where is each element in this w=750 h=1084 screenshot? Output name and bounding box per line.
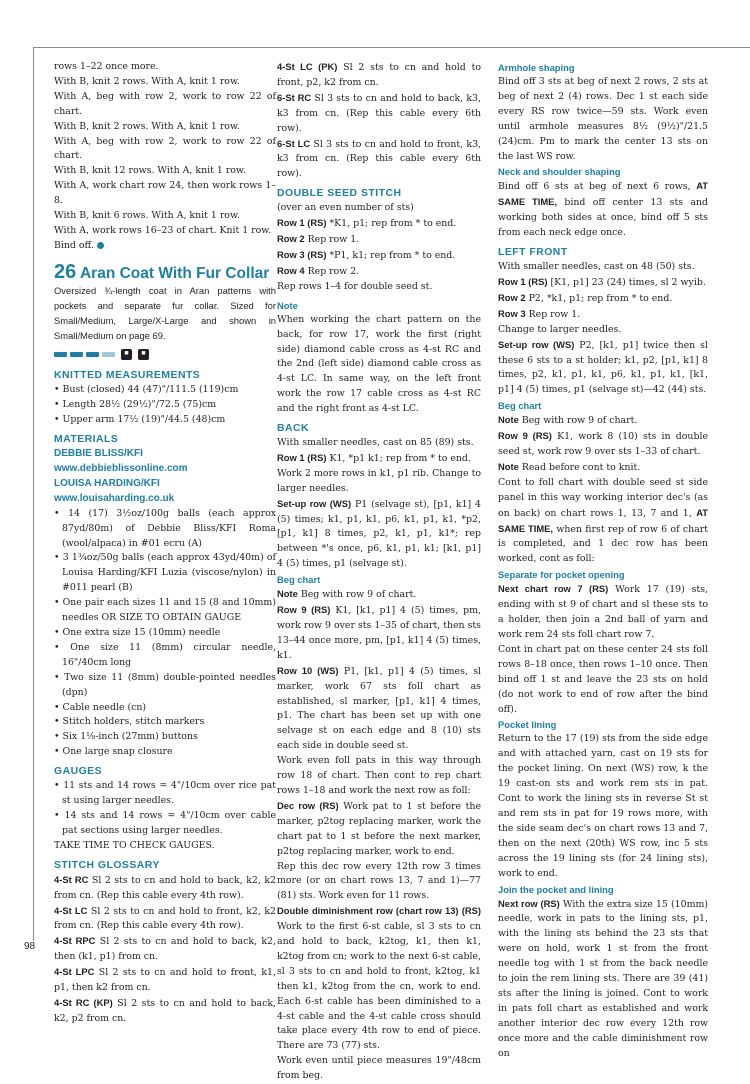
- pattern-row: Row 9 (RS) K1, work 8 (10) sts in double seed st, work row 9 over sts 1–33 of chart.: [498, 430, 708, 458]
- note-text: When working the chart pattern on the back, for row 17, work the first (right side) diamond cable cross as 4-st RC and the 2nd (left side) diamond cable cross as 4-st LC. In same way, on the left front work the row 17 cable cross as 4-st RC and the right front as 4-st LC.: [277, 313, 481, 415]
- supplier-name: DEBBIE BLISS/KFI: [54, 448, 143, 460]
- stitch-glossary-heading: STITCH GLOSSARY: [54, 859, 160, 871]
- supplier-name: LOUISA HARDING/KFI: [54, 477, 160, 489]
- skill-level-icon: [102, 352, 115, 357]
- pattern-description: Oversized ¾-length coat in Aran patterns with pockets and separate fur collar. Sized for Small/Medium, Large/X-Large and shown in Small/Medium on page 69.: [54, 284, 276, 341]
- join-pocket-heading: Join the pocket and lining: [498, 883, 614, 895]
- glossary-item: 4-St RPC Sl 2 sts to cn and hold to back, k2, then (k1, p1) from cn.: [54, 935, 276, 963]
- material-item: • Two size 11 (8mm) double-pointed needles (dpn): [54, 671, 276, 698]
- gauge-item: • 11 sts and 14 rows = 4"/10cm over rice pat st using larger needles.: [54, 780, 276, 807]
- armhole-text: Bind off 3 sts at beg of next 2 rows, 2 sts at beg of next 2 (4) rows. Dec 1 st each side every RS row twice—59 sts. Work even until armhole measures 8½ (9½)"/21.5 (24)cm. Pm to mark the center 13 sts on the last WS row.: [498, 76, 708, 162]
- lf-beg-chart-heading: Beg chart: [498, 400, 542, 412]
- supplier-website-link[interactable]: www.louisaharding.co.uk: [54, 492, 175, 504]
- page-frame: [33, 47, 750, 1082]
- pattern-row: Double diminishment row (chart row 13) (RS) Work to the first 6-st cable, sl 3 sts to cn and hold to back, k2tog, k1, then k1, k2tog from cn; work to the next 6-st cable, sl 3 sts to cn and hold to front, k2tog, k1 then k1, k2tog from the cn, work to end. Each 6-st cable has been diminished to a 4-st cable and the 4-st cable cross should take place every 4th row to end of piece. There are 73 (77) sts.: [277, 905, 481, 1052]
- pattern-row: Row 10 (WS) P1, [k1, p1] 4 (5) times, sl marker, work 67 sts foll chart as established, sl marker, [p1, k1] 4 times, p1. The chart has been set up with one selvage st on each edge and 8 (10) sts each side in double seed st.: [277, 664, 482, 752]
- pattern-row: Next row (RS) With the extra size 15 (10mm) needle, work in pats to the lining sts, p1, with the lining sts behind the 23 sts that were on hold, work 1 st from the front needle tog with 1 st from the back needle to join the rem lining sts. There are 39 (41) sts after the lining is joined. Cont to work in pats foll chart as established and work another interior dec row every 12th row once more and the cable diminishment row on: [498, 897, 709, 1059]
- pocket-lining-text: Return to the 17 (19) sts from the side edge and with attached yarn, cast on 19 sts for the pocket lining. On next (WS) row, k the 19 cast-on sts and work rem sts in pat. Cont to work the lining sts in reverse St st and rem sts in pat for 19 rows more, with the side seam dec's on chart rows 13 and 7, then on the next (20th) WS row, inc 5 sts across the 19 lining sts (for 24 lining sts), work to end.: [498, 733, 708, 879]
- pattern-row: Note Beg with row 9 of chart.: [498, 414, 638, 427]
- aran-badge-icon: ■: [138, 349, 149, 360]
- pocket-opening-heading: Separate for pocket opening: [498, 569, 625, 581]
- page-number: 98: [24, 941, 36, 952]
- pattern-row: Note Read before cont to knit.: [498, 460, 641, 473]
- back-text: With smaller needles, cast on 85 (89) sts.: [277, 437, 474, 449]
- text-line: rows 1–22 once more.: [54, 61, 159, 72]
- pattern-row: Set-up row (WS) P2, [k1, p1] twice then sl these 6 sts to a st holder; k1, p2, [p1, k1] 8 times, p2, k1, p1, k1, p6, k1, p1, k1, [k1, p1] 4 (5) times, p1 (selvage st)—42 (44) sts.: [498, 338, 708, 396]
- text-line: With B, knit 2 rows. With A, knit 1 row.: [54, 120, 240, 132]
- material-item: • One pair each sizes 11 and 15 (8 and 10mm) needles OR SIZE TO OBTAIN GAUGE: [54, 597, 276, 624]
- left-front-text: Cont to foll chart with double seed st side panel in this way working interior dec's (as on back) on chart rows 1, 13, 7 and 1, AT SAME TIME, when first rep of row 6 of chart is completed, and 1 dec row has been worked, cont as foll:: [498, 476, 708, 565]
- material-item: • Stitch holders, stitch markers: [54, 716, 205, 728]
- material-item: • Cable needle (cn): [54, 701, 147, 713]
- text-line: With B, knit 6 rows. With A, knit 1 row.: [54, 210, 240, 222]
- column-3: [498, 60, 708, 1061]
- left-front-text: Change to larger needles.: [498, 323, 622, 335]
- pattern-row: Row 1 (RS) K1, *p1 k1; rep from * to end.: [277, 451, 471, 464]
- measurement-item: • Length 28½ (29½)"/72.5 (75)cm: [54, 399, 217, 411]
- armhole-heading: Armhole shaping: [498, 62, 575, 73]
- column-1: [54, 60, 276, 1027]
- measurement-item: • Upper arm 17½ (19)"/44.5 (48)cm: [54, 414, 226, 426]
- double-seed-subheading: (over an even number of sts): [277, 202, 414, 214]
- glossary-item: 4-St RC Sl 2 sts to cn and hold to back, k2, k2 from cn. (Rep this cable every 4th row).: [54, 873, 276, 901]
- skill-level-icon: [70, 352, 83, 357]
- pattern-row: Row 1 (RS) *K1, p1; rep from * to end.: [277, 217, 457, 230]
- note-heading: Note: [277, 299, 298, 311]
- pattern-row: Dec row (RS) Work pat to 1 st before the marker, p2tog replacing marker, work the chart pat to 1 st before the next marker, p2tog replacing marker, work to end.: [277, 799, 481, 857]
- text-line: With A, work rows 16–23 of chart. Knit 1 row.: [54, 224, 272, 236]
- double-seed-end: Rep rows 1–4 for double seed st.: [277, 280, 433, 292]
- pattern-row: Row 2 Rep row 1.: [277, 233, 360, 246]
- pattern-row: Row 2 P2, *k1, p1; rep from * to end.: [498, 291, 673, 304]
- beg-chart-heading: Beg chart: [277, 574, 321, 586]
- back-text: Work even until piece measures 19"/48cm from beg.: [277, 1055, 481, 1082]
- pattern-row: Row 4 Rep row 2.: [277, 264, 360, 277]
- material-item: • 3 1¾oz/50g balls (each approx 43yd/40m) of Louisa Harding/KFI Luzia (viscose/nylon) in #011 pearl (B): [54, 552, 276, 594]
- text-line: With B, knit 12 rows. With A, knit 1 row.: [54, 165, 246, 177]
- pocket-lining-heading: Pocket lining: [498, 719, 557, 731]
- back-heading: BACK: [277, 423, 310, 435]
- pattern-title: [54, 262, 276, 284]
- knitted-measurements-heading: KNITTED MEASUREMENTS: [54, 370, 201, 382]
- measurement-item: • Bust (closed) 44 (47)"/111.5 (119)cm: [54, 384, 239, 396]
- neck-heading: Neck and shoulder shaping: [498, 166, 621, 178]
- left-front-text: Cont in chart pat on these center 24 sts foll rows 8–18 once, then rows 1–10 once. Then bind off 1 st and leave the 23 sts on hold (do not work to end of row after the bind off).: [498, 643, 708, 715]
- back-text: Work even foll pats in this way through row 18 of chart. Then cont to rep chart rows 1–18 and work the next row as foll:: [277, 755, 481, 796]
- text-line: With A, beg with row 2, work to row 22 of chart.: [54, 135, 276, 162]
- left-front-text: With smaller needles, cast on 48 (50) sts.: [498, 261, 695, 273]
- gauges-heading: GAUGES: [54, 766, 103, 778]
- material-item: • 14 (17) 3½oz/100g balls (each approx 87yd/80m) of Debbie Bliss/KFI Roma (wool/alpaca) in #01 ecru (A): [54, 507, 277, 549]
- glossary-item: 4-St LC Sl 2 sts to cn and hold to front, k2, k2 from cn. (Rep this cable every 4th row).: [54, 904, 276, 932]
- bind-off-line: [54, 239, 276, 254]
- left-front-heading: LEFT FRONT: [498, 247, 568, 259]
- column-2: [277, 60, 481, 1084]
- pattern-title-text: Aran Coat With Fur Collar: [79, 264, 270, 282]
- pattern-row: Set-up row (WS) P1 (selvage st), [p1, k1] 4 (5) times; k1, p1, k1, p6, k1, p1, k1, *p2, [p1, k1] 8 times, p2, k1, p1, k1*; rep between *'s once, p6, k1, p1, k1; [k1, p1] 4 (5) times, p1 (selvage st).: [277, 497, 481, 570]
- skill-level-icon: [86, 352, 99, 357]
- neck-text: Bind off 6 sts at beg of next 6 rows, AT SAME TIME, bind off center 13 sts and working both sides at once, bind off 5 sts from each neck edge once.: [498, 180, 708, 239]
- pattern-row: Next chart row 7 (RS) Work 17 (19) sts, ending with st 9 of chart and sl these sts to a holder, then join a 2nd ball of yarn and work rem 24 sts foll chart row 7.: [498, 583, 708, 640]
- materials-heading: MATERIALS: [54, 434, 119, 446]
- back-text: Rep this dec row every 12th row 3 times more (or on chart rows 13, 7 and 1)—77 (81) sts. Work even for 11 rows.: [277, 860, 481, 902]
- glossary-item: 4-St LC (PK) Sl 2 sts to cn and hold to front, p2, k2 from cn.: [277, 61, 481, 88]
- material-item: • One extra size 15 (10mm) needle: [54, 627, 221, 638]
- glossary-item: 4-St RC (KP) Sl 2 sts to cn and hold to back, k2, p2 from cn.: [54, 996, 277, 1024]
- glossary-item: 6-St RC Sl 3 sts to cn and hold to back, k3, k3 from cn. (Rep this cable every 6th row).: [277, 91, 482, 134]
- end-bullet-icon: [97, 242, 104, 249]
- skill-level-icon: [54, 352, 67, 357]
- text-line: With A, work chart row 24, then work rows 1–8.: [54, 180, 276, 207]
- pattern-number: 26: [54, 260, 77, 283]
- pattern-row: Row 3 Rep row 1.: [498, 307, 581, 320]
- text-line: With B, knit 2 rows. With A, knit 1 row.: [54, 75, 240, 87]
- material-item: • One size 11 (8mm) circular needle, 16"/40cm long: [54, 641, 276, 668]
- material-item: • One large snap closure: [54, 746, 173, 758]
- glossary-item: 6-St LC Sl 3 sts to cn and hold to front, k3, k3 from cn. (Rep this cable every 6th row).: [277, 137, 482, 180]
- pattern-row: Row 9 (RS) K1, [k1, p1] 4 (5) times, pm, work row 9 over sts 1–35 of chart, then sts 13–44 once more, pm, [p1, k1] 4 (5) times, k1.: [277, 604, 482, 661]
- material-item: • Six 1⅛-inch (27mm) buttons: [54, 731, 198, 743]
- pattern-row: Row 1 (RS) [K1, p1] 23 (24) times, sl 2 wyib.: [498, 275, 706, 288]
- pattern-row: Row 3 (RS) *P1, k1; rep from * to end.: [277, 248, 456, 261]
- supplier-website-link[interactable]: www.debbieblissonline.com: [54, 463, 188, 475]
- back-text: Work 2 more rows in k1, p1 rib. Change to larger needles.: [277, 467, 481, 494]
- double-seed-heading: DOUBLE SEED STITCH: [277, 188, 402, 200]
- fur-collar-badge-icon: ■: [121, 349, 132, 360]
- skill-level-icons: [54, 346, 276, 362]
- bind-off-text: Bind off.: [54, 239, 94, 251]
- pattern-row: Note Beg with row 9 of chart.: [277, 588, 417, 601]
- text-line: With A, beg with row 2, work to row 22 of chart.: [54, 90, 276, 117]
- glossary-item: 4-St LPC Sl 2 sts to cn and hold to front, k1, p1, then k2 from cn.: [54, 966, 276, 994]
- gauge-note: TAKE TIME TO CHECK GAUGES.: [54, 839, 215, 851]
- gauge-item: • 14 sts and 14 rows = 4"/10cm over cable pat sections using larger needles.: [54, 809, 276, 836]
